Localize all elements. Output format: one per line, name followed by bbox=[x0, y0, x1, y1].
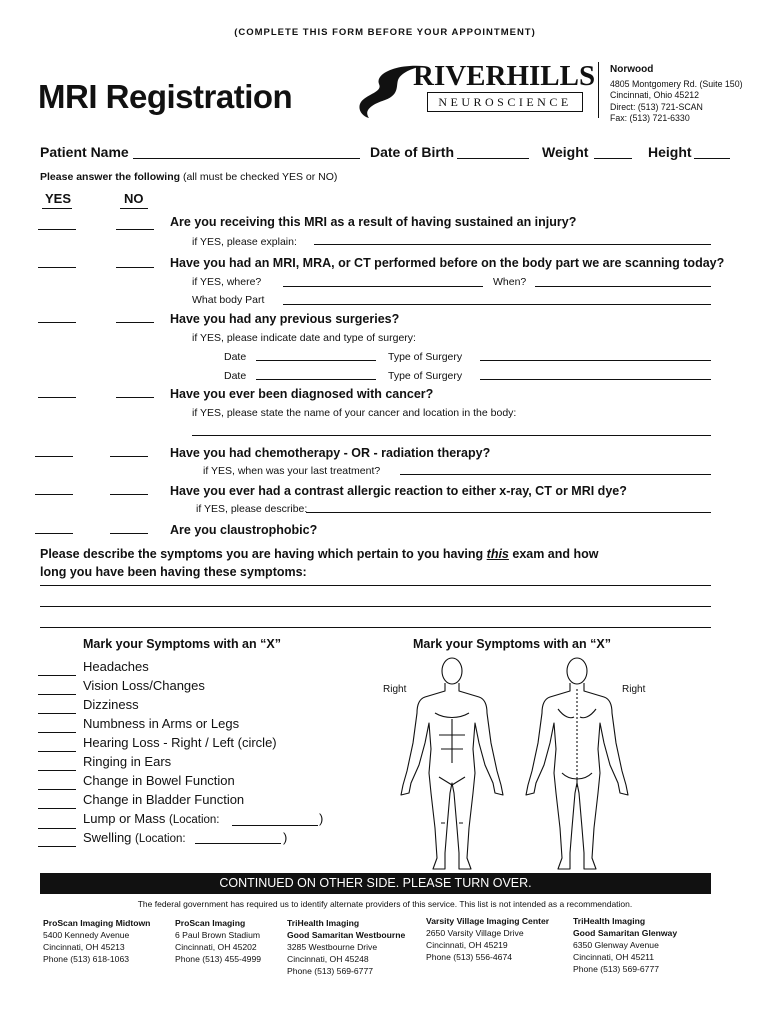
q7-yes-blank[interactable] bbox=[35, 533, 73, 534]
provider-detail: Cincinnati, OH 45213 bbox=[43, 942, 125, 952]
provider-detail: 6 Paul Brown Stadium bbox=[175, 930, 261, 940]
symptom-label: Numbness in Arms or Legs bbox=[83, 716, 240, 731]
provider-detail: Phone (513) 569-6777 bbox=[573, 964, 660, 974]
provider-name: TriHealth Imaging bbox=[287, 918, 360, 928]
fax-number: Fax: (513) 721-6330 bbox=[610, 113, 690, 123]
q4-yes-blank[interactable] bbox=[38, 397, 76, 398]
weight-label: Weight bbox=[542, 144, 589, 160]
q2-no-blank[interactable] bbox=[116, 267, 154, 268]
question-prior-imaging: Have you had an MRI, MRA, or CT performed before on the body part we are scanning today? bbox=[170, 256, 725, 270]
surgery-type-field-2[interactable] bbox=[480, 379, 711, 380]
describe-field-3[interactable] bbox=[40, 627, 711, 628]
provider-detail: 3285 Westbourne Drive bbox=[287, 942, 378, 952]
q4-cancer-label: if YES, please state the name of your cancer and location in the body: bbox=[192, 407, 517, 419]
provider-entry bbox=[426, 915, 549, 963]
q2-where-field[interactable] bbox=[283, 286, 483, 287]
provider-detail: Cincinnati, OH 45211 bbox=[573, 952, 655, 962]
q4-no-blank[interactable] bbox=[116, 397, 154, 398]
provider-detail: 2650 Varsity Village Drive bbox=[426, 928, 524, 938]
question-contrast-reaction: Have you ever had a contrast allergic reaction to either x-ray, CT or MRI dye? bbox=[170, 484, 627, 498]
provider-name: TriHealth Imaging bbox=[573, 916, 646, 926]
provider-detail: Phone (513) 569-6777 bbox=[287, 966, 374, 976]
surgery-date-label-1: Date bbox=[224, 351, 247, 363]
dob-label: Date of Birth bbox=[370, 144, 454, 160]
symptom-label: Vision Loss/Changes bbox=[83, 678, 205, 693]
location-block bbox=[610, 64, 743, 125]
q6-describe-label: if YES, please describe: bbox=[196, 503, 308, 515]
disclaimer: The federal government has required us to identify alternate providers of this service. This list is not intended as a recommendation. bbox=[137, 899, 633, 909]
lump-label: Lump or Mass (Location: bbox=[83, 811, 220, 826]
q1-yes-blank[interactable] bbox=[38, 229, 76, 230]
symptom-label: Ringing in Ears bbox=[83, 754, 172, 769]
provider-detail: Good Samaritan Westbourne bbox=[287, 930, 406, 940]
symptom-blank[interactable] bbox=[38, 713, 76, 714]
page-title: MRI Registration bbox=[38, 78, 293, 115]
address-line-2: Cincinnati, Ohio 45212 bbox=[610, 90, 700, 100]
patient-name-label: Patient Name bbox=[40, 144, 129, 160]
describe-text-b: exam and how bbox=[508, 547, 599, 561]
q2-where-label: if YES, where? bbox=[192, 276, 262, 288]
direct-phone: Direct: (513) 721-SCAN bbox=[610, 101, 703, 112]
swelling-blank[interactable] bbox=[38, 846, 76, 847]
q2-when-field[interactable] bbox=[535, 286, 711, 287]
q5-yes-blank[interactable] bbox=[35, 456, 73, 457]
location-name: Norwood bbox=[610, 64, 654, 75]
provider-entry bbox=[175, 917, 261, 965]
q2-body-part-label: What body Part bbox=[192, 294, 265, 306]
body-front-diagram[interactable] bbox=[395, 653, 510, 878]
address-line-1: 4805 Montgomery Rd. (Suite 150) bbox=[610, 78, 743, 89]
surgery-type-label-1: Type of Surgery bbox=[388, 351, 463, 363]
height-label: Height bbox=[648, 144, 692, 160]
logo-main-text: RIVERHILLS bbox=[413, 60, 596, 92]
surgery-date-field-1[interactable] bbox=[256, 360, 376, 361]
q5-no-blank[interactable] bbox=[110, 456, 148, 457]
q1-explain-label: if YES, please explain: bbox=[192, 236, 297, 248]
lump-blank[interactable] bbox=[38, 828, 76, 829]
surgery-date-field-2[interactable] bbox=[256, 379, 376, 380]
instructions bbox=[40, 171, 337, 183]
symptom-label: Change in Bowel Function bbox=[83, 773, 235, 788]
swelling-label: Swelling (Location: bbox=[83, 830, 186, 845]
question-cancer: Have you ever been diagnosed with cancer? bbox=[170, 387, 434, 401]
question-claustrophobic: Are you claustrophobic? bbox=[170, 523, 318, 537]
q3-indicate-label: if YES, please indicate date and type of surgery: bbox=[192, 332, 416, 344]
symptom-label: Hearing Loss - Right / Left (circle) bbox=[83, 735, 277, 750]
no-underline bbox=[120, 208, 148, 209]
q2-yes-blank[interactable] bbox=[38, 267, 76, 268]
swelling-location-field[interactable] bbox=[195, 843, 281, 844]
symptoms-heading-left: Mark your Symptoms with an “X” bbox=[83, 637, 281, 651]
symptom-blank[interactable] bbox=[38, 675, 76, 676]
provider-name: Varsity Village Imaging Center bbox=[426, 916, 550, 926]
body-back-diagram[interactable] bbox=[520, 653, 635, 878]
provider-entry bbox=[573, 915, 677, 975]
surgery-date-label-2: Date bbox=[224, 370, 247, 382]
surgery-type-label-2: Type of Surgery bbox=[388, 370, 463, 382]
provider-name: ProScan Imaging bbox=[175, 918, 246, 928]
instructions-note: (all must be checked YES or NO) bbox=[182, 171, 338, 183]
describe-prompt-line-1 bbox=[40, 547, 599, 561]
symptom-blank[interactable] bbox=[38, 694, 76, 695]
lump-location-field[interactable] bbox=[232, 825, 318, 826]
riverhills-logo bbox=[355, 60, 596, 122]
q3-yes-blank[interactable] bbox=[38, 322, 76, 323]
yes-header: YES bbox=[45, 191, 72, 206]
symptom-blank[interactable] bbox=[38, 732, 76, 733]
q7-no-blank[interactable] bbox=[110, 533, 148, 534]
q4-cancer-field[interactable] bbox=[192, 435, 711, 436]
describe-field-2[interactable] bbox=[40, 606, 711, 607]
provider-detail: 6350 Glenway Avenue bbox=[573, 940, 659, 950]
provider-detail: Phone (513) 455-4999 bbox=[175, 954, 262, 964]
symptom-label: Headaches bbox=[83, 659, 149, 674]
provider-detail: 5400 Kennedy Avenue bbox=[43, 930, 130, 940]
symptoms-heading-right: Mark your Symptoms with an “X” bbox=[413, 637, 611, 651]
describe-field-1[interactable] bbox=[40, 585, 711, 586]
describe-emphasis: this bbox=[486, 547, 509, 561]
q5-treatment-field[interactable] bbox=[400, 474, 711, 475]
q6-yes-blank[interactable] bbox=[35, 494, 73, 495]
swelling-close-paren: ) bbox=[283, 830, 288, 845]
body-right-label-front: Right bbox=[383, 684, 407, 695]
yes-underline bbox=[42, 208, 72, 209]
header-divider bbox=[598, 62, 599, 118]
q5-treatment-label: if YES, when was your last treatment? bbox=[203, 465, 381, 477]
q2-when-label: When? bbox=[493, 276, 527, 288]
describe-prompt-line-2: long you have been having these symptoms: bbox=[40, 565, 307, 579]
body-right-label-back: Right bbox=[622, 684, 646, 695]
provider-detail: Phone (513) 556-4674 bbox=[426, 952, 513, 962]
lump-close-paren: ) bbox=[319, 811, 324, 826]
provider-entry bbox=[287, 917, 405, 977]
symptom-blank[interactable] bbox=[38, 770, 76, 771]
symptom-label: Change in Bladder Function bbox=[83, 792, 245, 807]
symptom-blank[interactable] bbox=[38, 808, 76, 809]
describe-text-a: Please describe the symptoms you are having which pertain to you having bbox=[40, 547, 487, 561]
weight-field[interactable] bbox=[594, 158, 632, 159]
provider-detail: Phone (513) 618-1063 bbox=[43, 954, 130, 964]
provider-detail: Cincinnati, OH 45202 bbox=[175, 942, 257, 952]
dob-field[interactable] bbox=[457, 158, 529, 159]
logo-sub-text: NEUROSCIENCE bbox=[438, 95, 572, 109]
provider-detail: Good Samaritan Glenway bbox=[573, 928, 678, 938]
symptom-blank[interactable] bbox=[38, 789, 76, 790]
provider-entry bbox=[43, 917, 150, 965]
no-header: NO bbox=[124, 191, 144, 206]
q1-no-blank[interactable] bbox=[116, 229, 154, 230]
surgery-type-field-1[interactable] bbox=[480, 360, 711, 361]
q1-explain-field[interactable] bbox=[314, 244, 711, 245]
q6-describe-field[interactable] bbox=[306, 512, 711, 513]
continued-banner: CONTINUED ON OTHER SIDE. PLEASE TURN OVER. bbox=[40, 873, 711, 894]
height-field[interactable] bbox=[694, 158, 730, 159]
instructions-bold: Please answer the following bbox=[40, 171, 181, 183]
symptom-blank[interactable] bbox=[38, 751, 76, 752]
q2-body-part-field[interactable] bbox=[283, 304, 711, 305]
question-chemo-radiation: Have you had chemotherapy - OR - radiation therapy? bbox=[170, 446, 491, 460]
provider-detail: Cincinnati, OH 45248 bbox=[287, 954, 369, 964]
symptom-label: Dizziness bbox=[83, 697, 139, 712]
question-injury: Are you receiving this MRI as a result of having sustained an injury? bbox=[170, 215, 577, 229]
top-note: (COMPLETE THIS FORM BEFORE YOUR APPOINTMENT) bbox=[234, 27, 536, 38]
question-surgeries: Have you had any previous surgeries? bbox=[170, 312, 400, 326]
provider-detail: Cincinnati, OH 45219 bbox=[426, 940, 508, 950]
q6-no-blank[interactable] bbox=[110, 494, 148, 495]
q3-no-blank[interactable] bbox=[116, 322, 154, 323]
provider-name: ProScan Imaging Midtown bbox=[43, 918, 151, 928]
patient-name-field[interactable] bbox=[133, 158, 360, 159]
